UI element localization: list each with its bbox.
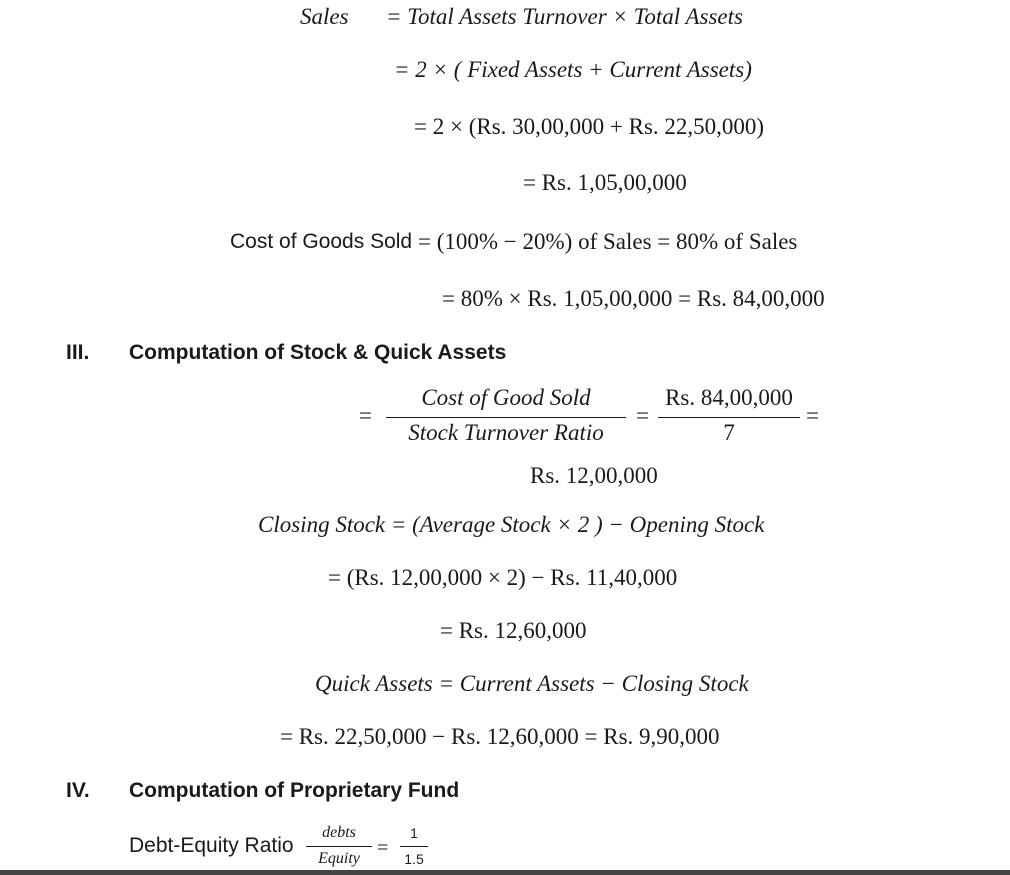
closing-stock-calculation: = (Rs. 12,00,000 × 2) − Rs. 11,40,000 [328, 565, 678, 590]
stock-values-denominator: 7 [723, 420, 735, 445]
debt-equity-label: Debt-Equity Ratio [129, 834, 294, 857]
closing-stock-formula: Closing Stock = (Average Stock × 2 ) − Opening Stock [258, 512, 765, 537]
sales-label: Sales [300, 4, 349, 29]
debt-equity-ratio-fraction [400, 823, 428, 871]
page-bottom-rule [0, 870, 1010, 875]
stock-fraction-formula [386, 384, 626, 448]
stock-fraction-values [658, 384, 800, 448]
section-4-number: IV. [66, 779, 90, 802]
section-3-number: III. [66, 341, 90, 364]
ratio-bar [400, 846, 428, 847]
debt-equity-fraction [306, 823, 372, 871]
stock-fraction-numerator: Cost of Good Sold [421, 385, 591, 410]
sales-result-line: = Rs. 1,05,00,000 [523, 170, 687, 195]
closing-stock-result: = Rs. 12,60,000 [440, 618, 587, 643]
quick-assets-formula: Quick Assets = Current Assets − Closing Stock [315, 671, 749, 696]
debt-equity-numerator: debts [322, 824, 356, 841]
ratio-denominator: 1.5 [404, 851, 424, 867]
stock-fraction-denominator: Stock Turnover Ratio [408, 420, 604, 445]
sales-expansion-line: = 2 × ( Fixed Assets + Current Assets) [394, 57, 752, 82]
cogs-result-line: = 80% × Rs. 1,05,00,000 = Rs. 84,00,000 [442, 286, 825, 311]
quick-assets-calculation: = Rs. 22,50,000 − Rs. 12,60,000 = Rs. 9,90,000 [280, 724, 720, 749]
sales-values-line: = 2 × (Rs. 30,00,000 + Rs. 22,50,000) [414, 114, 765, 139]
cogs-label: Cost of Goods Sold [230, 230, 413, 253]
section-3-title: Computation of Stock & Quick Assets [129, 341, 507, 364]
cogs-expression [418, 228, 797, 256]
stock-eq-sign-3: = [806, 403, 819, 428]
ratio-numerator: 1 [410, 825, 418, 841]
average-stock-result: Rs. 12,00,000 [530, 463, 658, 488]
section-4-title: Computation of Proprietary Fund [129, 779, 460, 802]
debt-equity-bar [306, 846, 372, 847]
stock-eq-sign-1: = [359, 403, 372, 428]
stock-values-numerator: Rs. 84,00,000 [665, 385, 793, 410]
cogs-expression-text: = (100% − 20%) of Sales = 80% of Sales [418, 229, 798, 254]
stock-eq-sign-2: = [636, 403, 649, 428]
debt-equity-denominator: Equity [318, 850, 360, 867]
sales-formula-line: = Total Assets Turnover × Total Assets [386, 4, 743, 29]
debt-equity-eq-sign: = [377, 837, 389, 859]
